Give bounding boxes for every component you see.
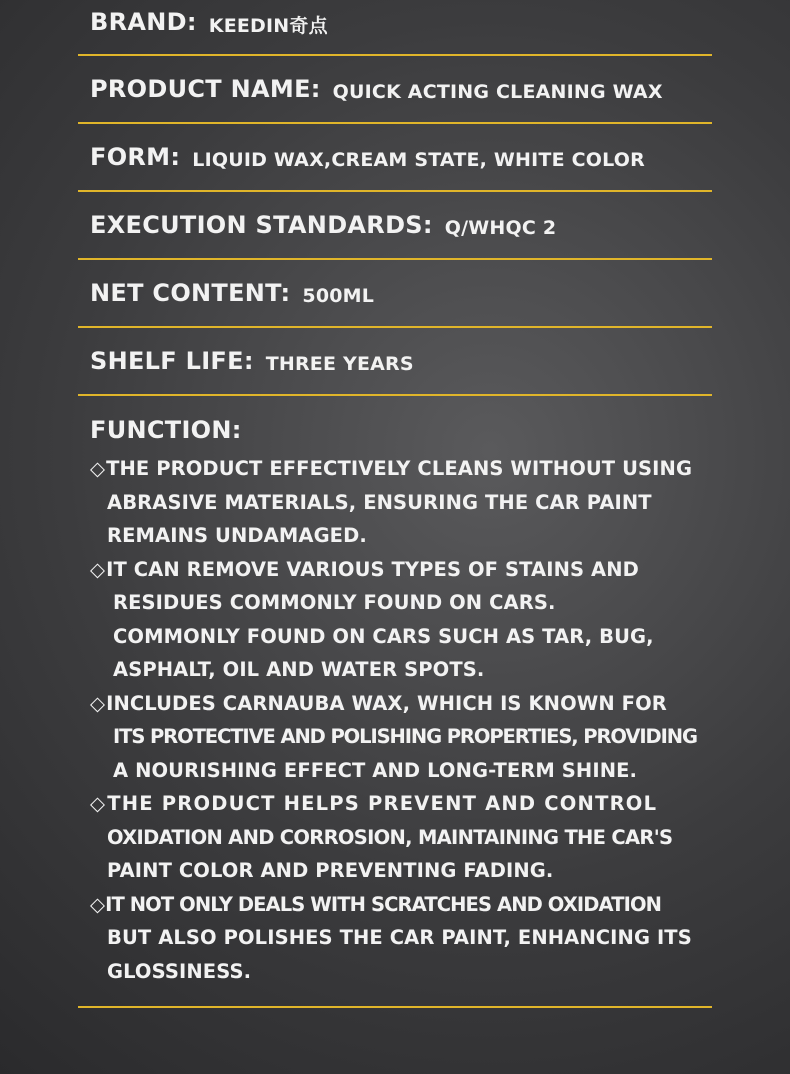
function-line: ◇THE PRODUCT EFFECTIVELY CLEANS WITHOUT USING <box>90 452 712 486</box>
spec-row-execution-standards <box>78 192 712 260</box>
spec-label: FORM: <box>90 143 181 171</box>
spec-row-shelf-life <box>78 328 712 396</box>
function-line: COMMONLY FOUND ON CARS SUCH AS TAR, BUG, <box>113 624 654 648</box>
spec-row-net-content <box>78 260 712 328</box>
function-line: ◇THE PRODUCT HELPS PREVENT AND CONTROL <box>90 787 712 821</box>
function-item <box>90 553 712 687</box>
function-item <box>90 888 712 989</box>
function-section <box>78 396 712 1008</box>
spec-value: QUICK ACTING CLEANING WAX <box>332 81 663 103</box>
function-line: GLOSSINESS. <box>107 959 252 983</box>
function-item <box>90 452 712 553</box>
spec-value: KEEDIN奇点 <box>208 15 328 37</box>
spec-label: SHELF LIFE: <box>90 347 254 375</box>
spec-value: THREE YEARS <box>265 353 414 375</box>
function-line: ◇INCLUDES CARNAUBA WAX, WHICH IS KNOWN FOR <box>90 687 712 721</box>
diamond-bullet-icon: ◇ <box>90 892 105 916</box>
spec-label: BRAND: <box>90 8 197 36</box>
function-line: A NOURISHING EFFECT AND LONG-TERM SHINE. <box>113 758 638 782</box>
function-line: ◇IT NOT ONLY DEALS WITH SCRATCHES AND OXIDATION <box>90 888 712 922</box>
spec-value: Q/WHQC 2 <box>444 217 557 239</box>
function-line: ITS PROTECTIVE AND POLISHING PROPERTIES, PROVIDING <box>113 725 697 748</box>
function-line: ASPHALT, OIL AND WATER SPOTS. <box>113 658 485 681</box>
spec-row-form <box>78 124 712 192</box>
diamond-bullet-icon: ◇ <box>90 792 107 815</box>
function-line: BUT ALSO POLISHES THE CAR PAINT, ENHANCING ITS <box>107 926 692 949</box>
spec-label: EXECUTION STANDARDS: <box>90 211 433 239</box>
function-line: OXIDATION AND CORROSION, MAINTAINING THE CAR'S <box>107 825 673 849</box>
function-line: REMAINS UNDAMAGED. <box>107 524 367 547</box>
function-line: RESIDUES COMMONLY FOUND ON CARS. <box>113 591 556 614</box>
function-item <box>90 687 712 788</box>
spec-row-product-name <box>78 56 712 124</box>
spec-row-brand <box>78 0 712 56</box>
spec-sheet <box>78 0 712 1008</box>
spec-value: 500ML <box>302 285 375 307</box>
diamond-bullet-icon: ◇ <box>90 691 106 715</box>
spec-value: LIQUID WAX,CREAM STATE, WHITE COLOR <box>192 149 645 171</box>
function-item <box>90 787 712 888</box>
diamond-bullet-icon: ◇ <box>90 557 106 581</box>
diamond-bullet-icon: ◇ <box>90 457 106 480</box>
function-title: FUNCTION: <box>90 416 242 444</box>
spec-label: NET CONTENT: <box>90 279 291 307</box>
function-line: PAINT COLOR AND PREVENTING FADING. <box>107 859 554 882</box>
spec-label: PRODUCT NAME: <box>90 75 321 103</box>
function-line: ◇IT CAN REMOVE VARIOUS TYPES OF STAINS AND <box>90 553 712 587</box>
function-line: ABRASIVE MATERIALS, ENSURING THE CAR PAINT <box>107 490 652 514</box>
